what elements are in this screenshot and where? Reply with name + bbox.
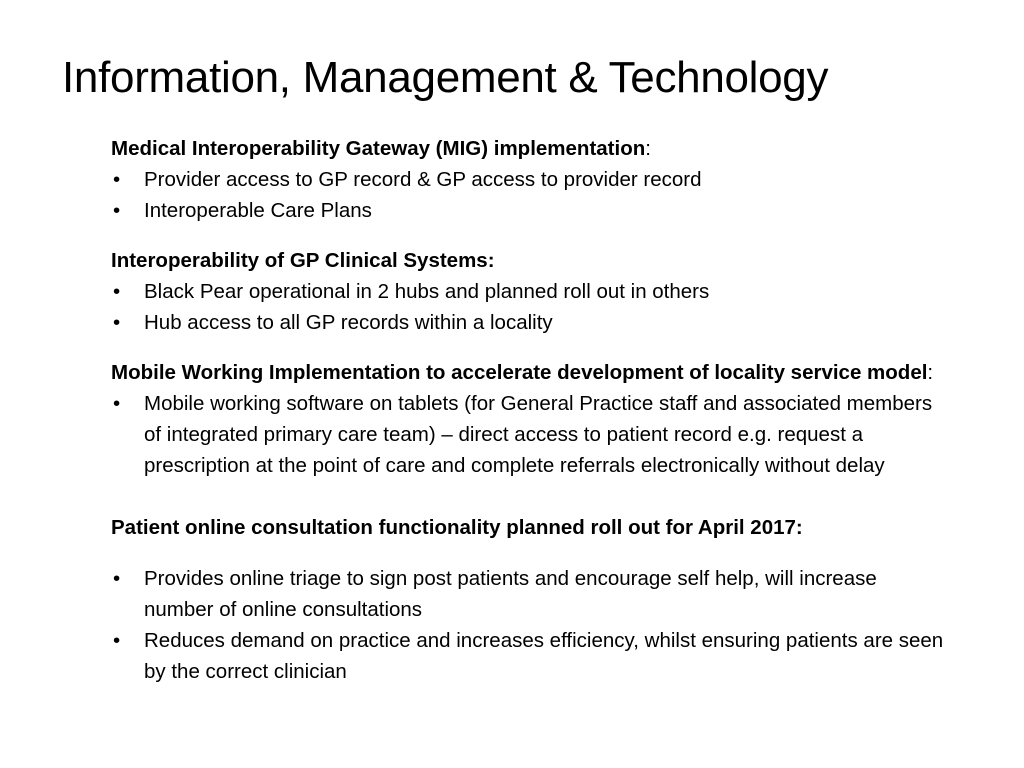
section-heading-gp-systems: Interoperability of GP Clinical Systems: [111, 249, 495, 272]
bullet-list-gp-systems [111, 276, 951, 338]
list-item: • Mobile working software on tablets (for General Practice staff and associated members of integrated primary care team) – direct access to patient record e.g. request a prescription at the point of care and complete referrals electronically without delay [111, 388, 951, 481]
bullet-icon: • [113, 199, 121, 222]
bullet-icon: • [113, 392, 121, 415]
list-item: • Black Pear operational in 2 hubs and planned roll out in others [111, 276, 951, 307]
list-item: • Provides online triage to sign post patients and encourage self help, will increase number of online consultations [111, 563, 951, 625]
bullet-icon: • [113, 567, 121, 590]
section-heading-mig: Medical Interoperability Gateway (MIG) implementation: [111, 137, 651, 160]
section-heading-online-consultation: Patient online consultation functionality planned roll out for April 2017: [111, 516, 803, 539]
section-heading-mobile-working: Mobile Working Implementation to accelerate development of locality service model: [111, 361, 934, 384]
slide-content [111, 133, 951, 687]
list-item: • Hub access to all GP records within a locality [111, 307, 951, 338]
bullet-list-online-consultation [111, 563, 951, 687]
bullet-icon: • [113, 168, 121, 191]
bullet-icon: • [113, 629, 121, 652]
slide-title: Information, Management & Technology [62, 53, 829, 102]
bullet-icon: • [113, 311, 121, 334]
bullet-list-mig [111, 164, 951, 226]
bullet-list-mobile-working [111, 388, 951, 481]
bullet-icon: • [113, 280, 121, 303]
list-item: • Provider access to GP record & GP access to provider record [111, 164, 951, 195]
list-item: • Interoperable Care Plans [111, 195, 951, 226]
list-item: • Reduces demand on practice and increases efficiency, whilst ensuring patients are seen by the correct clinician [111, 625, 951, 687]
